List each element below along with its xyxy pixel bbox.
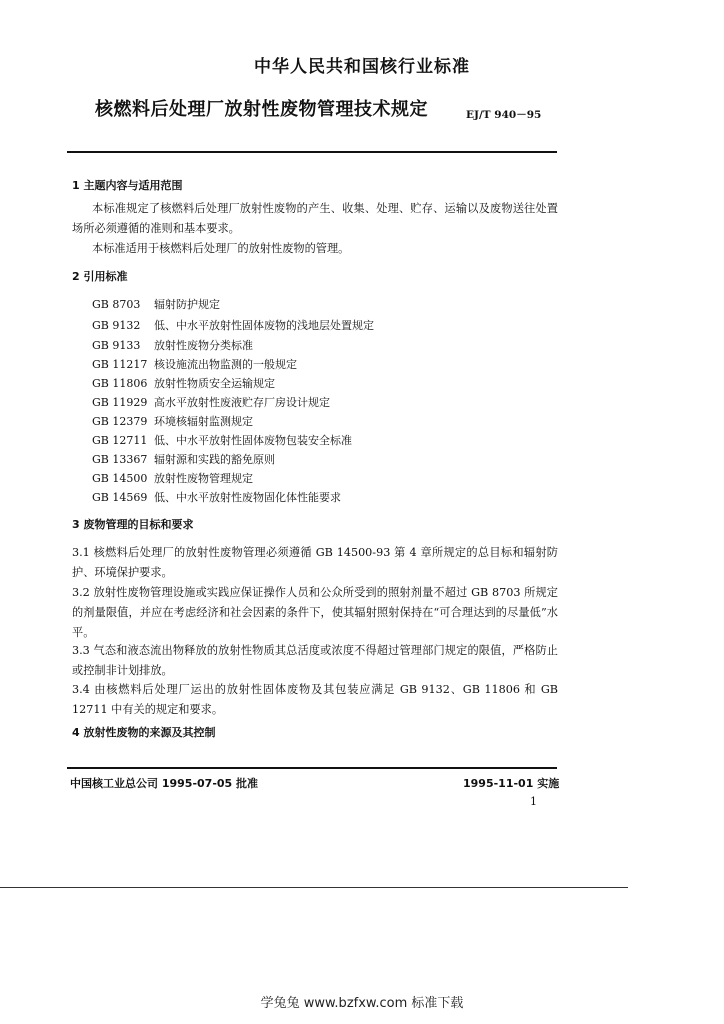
header-rule bbox=[67, 151, 557, 153]
reference-code: GB 14569 bbox=[92, 491, 148, 504]
reference-title: 放射性废物分类标准 bbox=[154, 339, 253, 352]
reference-title: 放射性物质安全运输规定 bbox=[154, 377, 275, 390]
section-2-heading: 2 引用标准 bbox=[72, 270, 128, 283]
reference-title: 低、中水平放射性固体废物的浅地层处置规定 bbox=[154, 319, 374, 332]
reference-item bbox=[92, 375, 275, 391]
reference-item bbox=[92, 470, 253, 486]
section-3-heading: 3 废物管理的目标和要求 bbox=[72, 518, 194, 531]
reference-item bbox=[92, 413, 253, 429]
reference-code: GB 9133 bbox=[92, 339, 141, 352]
section-1-paragraph-2: 本标准适用于核燃料后处理厂的放射性废物的管理。 bbox=[92, 242, 350, 255]
clause-3-2: 3.2 放射性废物管理设施或实践应保证操作人员和公众所受到的照射剂量不超过 GB 8703 所规定的剂量限值，并应在考虑经济和社会因素的条件下，使其辐射照射保持在“可合理达到的尽量低”水平。 bbox=[72, 586, 558, 639]
clause-3-4: 3.4 由核燃料后处理厂运出的放射性固体废物及其包装应满足 GB 9132、GB 11806 和 GB 12711 中有关的规定和要求。 bbox=[72, 683, 558, 716]
reference-title: 低、中水平放射性固体废物包装安全标准 bbox=[154, 434, 352, 447]
reference-code: GB 13367 bbox=[92, 453, 148, 466]
clause-3-3: 3.3 气态和液态流出物释放的放射性物质其总活度或浓度不得超过管理部门规定的限值，严格防止或控制非计划排放。 bbox=[72, 644, 558, 677]
reference-title: 辐射源和实践的豁免原则 bbox=[154, 453, 275, 466]
reference-code: GB 12711 bbox=[92, 434, 148, 447]
reference-item bbox=[92, 296, 220, 312]
reference-code: GB 8703 bbox=[92, 298, 141, 311]
reference-title: 辐射防护规定 bbox=[154, 298, 220, 311]
clause-3-1: 3.1 核燃料后处理厂的放射性废物管理必须遵循 GB 14500-93 第 4 章所规定的总目标和辐射防护、环境保护要求。 bbox=[72, 546, 558, 579]
reference-item bbox=[92, 356, 297, 372]
reference-title: 低、中水平放射性废物固化体性能要求 bbox=[154, 491, 341, 504]
standard-code: EJ/T 940－95 bbox=[466, 109, 542, 121]
page-separator bbox=[0, 887, 628, 888]
reference-title: 放射性废物管理规定 bbox=[154, 472, 253, 485]
footer-rule bbox=[67, 767, 557, 769]
section-1-paragraph-1: 本标准规定了核燃料后处理厂放射性废物的产生、收集、处理、贮存、运输以及废物送往处置场所必须遵循的准则和基本要求。 bbox=[72, 202, 558, 235]
watermark-text: 学兔兔 www.bzfxw.com 标准下载 bbox=[260, 996, 464, 1011]
document-title: 核燃料后处理厂放射性废物管理技术规定 bbox=[95, 99, 428, 120]
section-1-heading: 1 主题内容与适用范围 bbox=[72, 179, 183, 192]
reference-code: GB 14500 bbox=[92, 472, 148, 485]
effective-date: 1995-11-01 实施 bbox=[463, 777, 560, 790]
org-title: 中华人民共和国核行业标准 bbox=[254, 57, 470, 77]
reference-item bbox=[92, 394, 330, 410]
reference-code: GB 12379 bbox=[92, 415, 148, 428]
reference-title: 环境核辐射监测规定 bbox=[154, 415, 253, 428]
reference-title: 核设施流出物监测的一般规定 bbox=[154, 358, 297, 371]
reference-code: GB 9132 bbox=[92, 319, 141, 332]
approval-line: 中国核工业总公司 1995-07-05 批准 bbox=[70, 777, 259, 790]
page-number: 1 bbox=[530, 795, 537, 808]
reference-title: 高水平放射性废液贮存厂房设计规定 bbox=[154, 396, 330, 409]
section-4-heading: 4 放射性废物的来源及其控制 bbox=[72, 726, 216, 739]
reference-item bbox=[92, 451, 275, 467]
reference-item bbox=[92, 489, 341, 505]
reference-item bbox=[92, 432, 352, 448]
reference-code: GB 11929 bbox=[92, 396, 148, 409]
reference-code: GB 11217 bbox=[92, 358, 148, 371]
reference-item bbox=[92, 317, 374, 333]
reference-code: GB 11806 bbox=[92, 377, 148, 390]
reference-item bbox=[92, 337, 253, 353]
